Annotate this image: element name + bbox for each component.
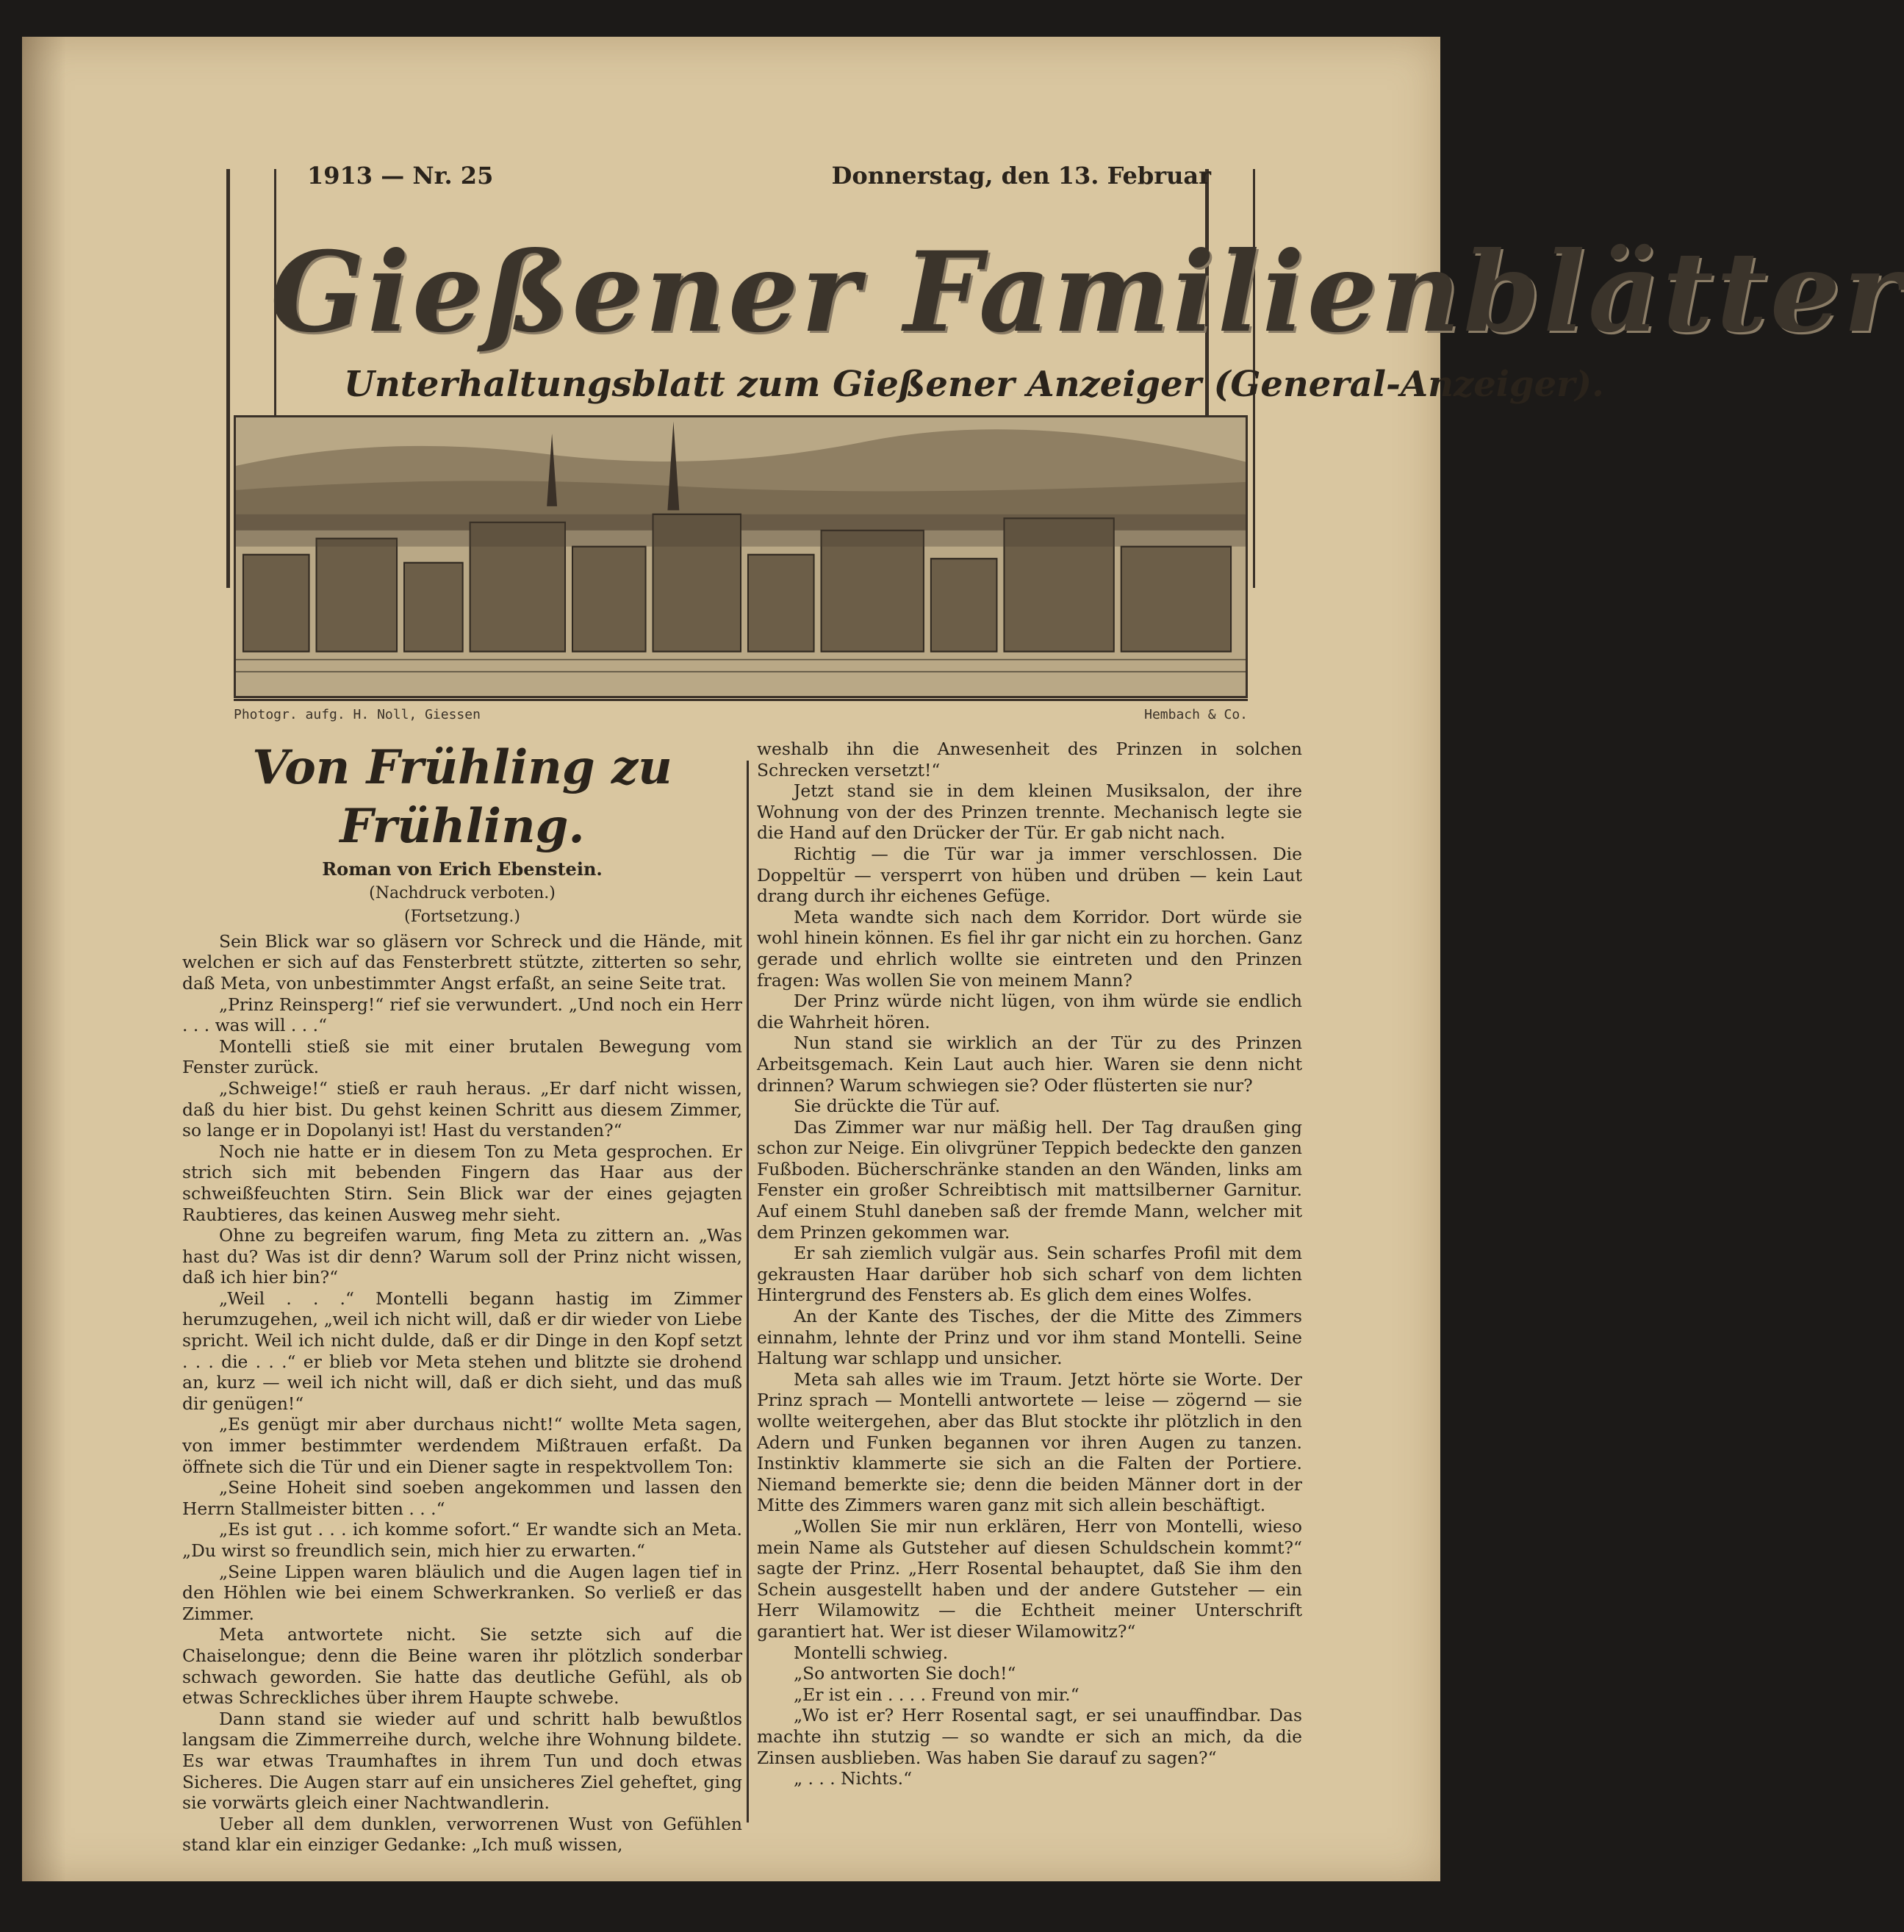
engraver-credit: Hembach & Co. [1144,706,1248,722]
city-engraving [234,415,1248,698]
paragraph: „Weil . . .“ Montelli begann hastig im Zimmer herumzugehen, „weil ich nicht will, daß er dir wieder von Liebe spricht. Weil ich nicht dulde, daß er dir Dinge in den Kopf setzt . . . die . . .“ er blieb vor Meta stehen und blitzte sie drohend an, kurz — weil ich nicht will, daß er dich sieht, und das muß dir genügen!“ [182,1288,742,1414]
newspaper-title: Gießener Familienblätter [270,228,1904,357]
paragraph: An der Kante des Tisches, der die Mitte des Zimmers einnahm, lehnte der Prinz und vor ihm stand Montelli. Seine Haltung war schlapp und unsicher. [757,1306,1302,1369]
paragraph: Richtig — die Tür war ja immer verschlossen. Die Doppeltür — versperrt von hüben und drüben — kein Laut drang durch ihr eichenes Gefüge. [757,843,1302,907]
paragraph: „Wollen Sie mir nun erklären, Herr von Montelli, wieso mein Name als Gutsteher auf diesen Schuldschein kommt?“ sagte der Prinz. „Herr Rosental behauptet, daß Sie ihm den Schein ausgestellt haben und der andere Gutsteher — ein Herr Wilamowitz — die Echtheit meiner Unterschrift garantiert hat. Wer ist dieser Wilamowitz?“ [757,1515,1302,1642]
paragraph: „Schweige!“ stieß er rauh heraus. „Er darf nicht wissen, daß du hier bist. Du gehst keinen Schritt aus diesem Zimmer, so lange er in Dopolanyi ist! Hast du verstanden?“ [182,1077,742,1141]
paragraph: „Seine Hoheit sind soeben angekommen und lassen den Herrn Stallmeister bitten . . .“ [182,1477,742,1519]
paragraph: Ueber all dem dunklen, verworrenen Wust von Gefühlen stand klar ein einziger Gedanke: „Ich muß wissen, [182,1813,742,1856]
masthead [212,125,1904,728]
paragraph: Sein Blick war so gläsern vor Schreck und die Hände, mit welchen er sich auf das Fensterbrett stützte, zitterten so sehr, daß Meta, von unbestimmter Angst erfaßt, an seine Seite trat. [182,930,742,994]
paragraph: „Prinz Reinsperg!“ rief sie verwundert. „Und noch ein Herr . . . was will . . .“ [182,994,742,1036]
newspaper-subtitle: Unterhaltungsblatt zum Gießener Anzeiger (General-Anzeiger). [344,364,1604,405]
newspaper-page [22,37,1904,1881]
paragraph: „Seine Lippen waren bläulich und die Augen lagen tief in den Höhlen wie bei einem Schwerkranken. So verließ er das Zimmer. [182,1561,742,1624]
paragraph: Meta wandte sich nach dem Korridor. Dort würde sie wohl hinein können. Es fiel ihr gar nicht ein zu horchen. Ganz gerade und ehrlich wollte sie eintreten und den Prinzen fragen: Was wollen Sie von meinem Mann? [757,906,1302,991]
paragraph: Nun stand sie wirklich an der Tür zu des Prinzen Arbeitsgemach. Kein Laut auch hier. Waren sie denn nicht drinnen? Warum schwiegen sie? Oder flüsterten sie nur? [757,1033,1302,1096]
paragraph: „Es genügt mir aber durchaus nicht!“ wollte Meta sagen, von immer bestimmter werdendem Mißtrauen erfaßt. Da öffnete sich die Tür und ein Diener sagte in respektvollem Ton: [182,1414,742,1477]
paragraph: Meta antwortete nicht. Sie setzte sich auf die Chaiselongue; denn die Beine waren ihr plötzlich sonderbar schwach geworden. Sie hatte das deutliche Gefühl, als ob etwas Schreckliches über ihrem Haupte schwebe. [182,1624,742,1709]
paragraph: „So antworten Sie doch!“ [794,1663,1016,1684]
city-engraving-drawing [236,417,1246,696]
paragraph: „Wo ist er? Herr Rosental sagt, er sei unauffindbar. Das machte ihn stutzig — so wandte er sich an mich, da die Zinsen ausblieben. Was haben Sie darauf zu sagen?“ [757,1705,1302,1768]
continuation-notice: (Fortsetzung.) [404,908,520,927]
story-title: Von Frühling zu Frühling. [252,740,672,854]
paragraph: „Er ist ein . . . . Freund von mir.“ [794,1684,1079,1705]
paragraph: Ohne zu begreifen warum, fing Meta zu zittern an. „Was hast du? Was ist dir denn? Warum soll der Prinz nicht wissen, daß ich hier bin?“ [182,1225,742,1288]
photo-credit: Photogr. aufg. H. Noll, Giessen [234,706,481,722]
paragraph: Sie drückte die Tür auf. [794,1096,1001,1117]
paragraph: Er sah ziemlich vulgär aus. Sein scharfes Profil mit dem gekrausten Haar darüber hob sich scharf von dem lichten Hintergrund des Fensters ab. Es glich dem eines Wolfes. [757,1243,1302,1306]
paragraph: Montelli stieß sie mit einer brutalen Bewegung vom Fenster zurück. [182,1035,742,1078]
reprint-notice: (Nachdruck verboten.) [369,883,556,902]
column-divider [747,761,749,1823]
paragraph: weshalb ihn die Anwesenheit des Prinzen in solchen Schrecken versetzt!“ [757,739,1302,780]
credit-bar [234,699,1248,728]
paragraph: Das Zimmer war nur mäßig hell. Der Tag draußen ging schon zur Neige. Ein olivgrüner Teppich bedeckte den ganzen Fußboden. Bücherschränke standen an den Wänden, links am Fenster ein großer Schreibtisch mit mattsilberner Garnitur. Auf einem Stuhl daneben saß der fremde Mann, welcher mit dem Prinzen gekommen war. [757,1116,1302,1243]
paragraph: Der Prinz würde nicht lügen, von ihm würde sie endlich die Wahrheit hören. [757,991,1302,1033]
issue-line [307,162,1211,190]
paragraph: Meta sah alles wie im Traum. Jetzt hörte sie Worte. Der Prinz sprach — Montelli antwortete — leise — zögernd — sie wollte weitergehen, aber das Blut stockte ihr plötzlich in den Adern und Funken begannen vor ihren Augen zu tanzen. Instinktiv klammerte sie sich an die Falten der Portiere. Niemand bemerkte sie; denn die beiden Männer dort in der Mitte des Zimmers waren ganz mit sich allein beschäftigt. [757,1368,1302,1516]
issue-number: 1913 — Nr. 25 [307,162,494,190]
paragraph: Montelli schwieg. [794,1642,949,1663]
issue-date: Donnerstag, den 13. Februar [831,162,1211,190]
paragraph: „Es ist gut . . . ich komme sofort.“ Er wandte sich an Meta. „Du wirst so freundlich sein, mich hier zu erwarten.“ [182,1519,742,1561]
article-right-column [757,739,1302,1789]
paragraph: „ . . . Nichts.“ [794,1768,913,1789]
paragraph: Jetzt stand sie in dem kleinen Musiksalon, der ihre Wohnung von der des Prinzen trennte. Mechanisch legte sie die Hand auf den Drücker der Tür. Er gab nicht nach. [757,780,1302,844]
story-byline: Roman von Erich Ebenstein. [322,858,603,880]
article-left-column [182,739,742,1856]
paragraph: Dann stand sie wieder auf und schritt halb bewußtlos langsam die Zimmerreihe durch, welche ihre Wohnung bildete. Es war etwas Traumhaftes in ihrem Tun und doch etwas Sicheres. Die Augen starr auf ein unsicheres Ziel geheftet, ging sie vorwärts gleich einer Nachtwandlerin. [182,1708,742,1814]
paragraph: Noch nie hatte er in diesem Ton zu Meta gesprochen. Er strich sich mit bebenden Fingern das Haar aus der schweißfeuchten Stirn. Sein Blick war der eines gejagten Raubtieres, das keinen Ausweg mehr sieht. [182,1141,742,1225]
